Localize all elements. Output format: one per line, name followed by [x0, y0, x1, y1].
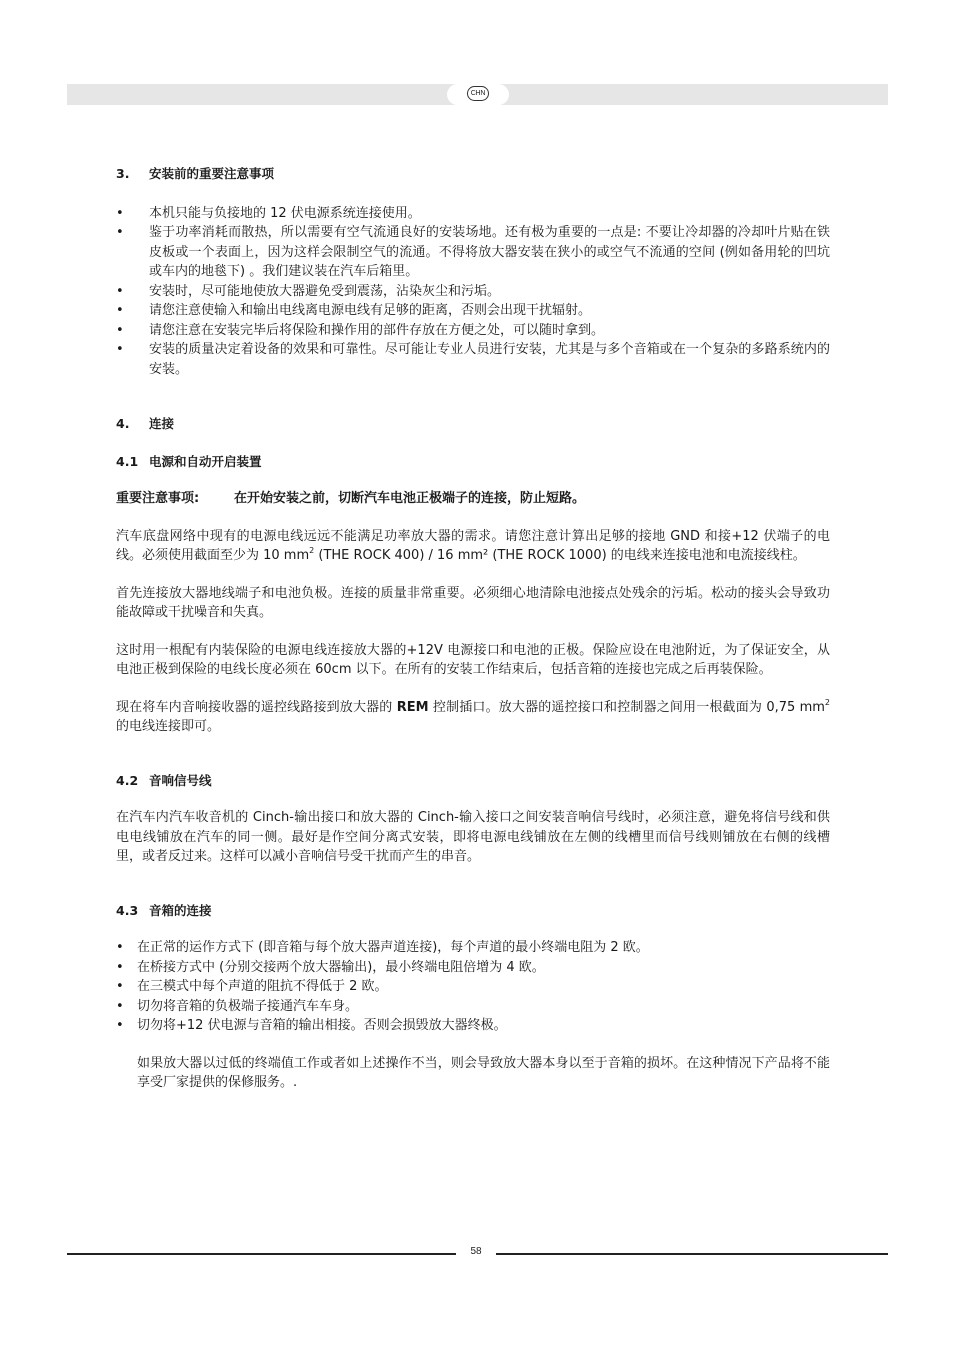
section-title: 连接 — [149, 416, 175, 431]
list-item: • 安装的质量决定着设备的效果和可靠性。尽可能让专业人员进行安装，尤其是与多个音箱或在一个复杂的多路系统内的安装。 — [116, 340, 830, 379]
rem-label: REM — [396, 699, 429, 715]
paragraph — [116, 698, 830, 737]
section-number: 4.2 — [116, 772, 139, 788]
note-label: 重要注意事项: — [116, 491, 200, 506]
section-title: 电源和自动开启装置 — [149, 453, 262, 469]
paragraph — [116, 527, 830, 566]
paragraph: 在汽车内汽车收音机的 Cinch-输出接口和放大器的 Cinch-输入接口之间安装音响信号线时，必须注意，避免将信号线和供电电线铺放在汽车的同一侧。最好是作空间分离式安装，即将电源电线铺放在左侧的线槽里而信号线则铺放在右侧的线槽里，或者反过来。这样可以减小音响信号受干扰而产生的串音。 — [116, 810, 830, 864]
section-number: 4.1 — [116, 453, 139, 469]
section-3-list — [116, 204, 830, 380]
section-number: 4.3 — [116, 902, 139, 918]
section-4-2-heading — [116, 771, 830, 791]
list-item: • 鉴于功率消耗而散热，所以需要有空气流通良好的安装场地。还有极为重要的一点是: 不要让冷却器的冷却叶片贴在铁皮板或一个表面上，因为这样会限制空气的流通。不得将放大器安装在狭小的或空气不流通的空间 (例如备用轮的凹坑或车内的地毯下) 。我们建议装在汽车后箱里。 — [116, 223, 830, 282]
language-badge-label: CHN — [467, 86, 489, 101]
section-title: 音响信号线 — [149, 772, 212, 788]
important-note — [116, 489, 830, 509]
text-run: 汽车底盘网络中现有的电源电线远远不能满足功率放大器的需求。请您注意计算出足够的接地 GND 和接+12 伏端子的电线。必须使用截面至少为 10 mm — [116, 528, 830, 563]
list-item: • 在三模式中每个声道的阻抗不得低于 2 欧。 — [116, 977, 830, 997]
list-item: • 切勿将+12 伏电源与音箱的输出相接。否则会损毁放大器终极。 — [116, 1016, 830, 1036]
section-number: 4. — [116, 416, 130, 431]
footer-rule-left — [67, 1253, 456, 1255]
list-item: • 请您注意在安装完毕后将保险和操作用的部件存放在方便之处，可以随时拿到。 — [116, 321, 830, 341]
section-4-3-heading — [116, 901, 830, 921]
paragraph: 这时用一根配有内装保险的电源电线连接放大器的+12V 电源接口和电池的正极。保险应设在电池附近，为了保证安全，从电池正极到保险的电线长度必须在 60cm 以下。在所有的安装工作结束后，包括音箱的连接也完成之后再装保险。 — [116, 642, 830, 677]
section-title: 安装前的重要注意事项 — [149, 166, 275, 181]
section-number: 3. — [116, 166, 130, 181]
list-item: • 在正常的运作方式下 (即音箱与每个放大器声道连接)，每个声道的最小终端电阻为 2 欧。 — [116, 938, 830, 958]
page-content — [116, 160, 830, 1093]
section-4-1-heading — [116, 452, 830, 472]
list-item: • 在桥接方式中 (分别交接两个放大器输出)，最小终端电阻倍增为 4 欧。 — [116, 958, 830, 978]
text-run: 的电线连接即可。 — [116, 719, 221, 734]
superscript: 2 — [309, 546, 315, 555]
list-item: • 安装时，尽可能地使放大器避免受到震荡，沾染灰尘和污垢。 — [116, 282, 830, 302]
text-run: 控制插口。放大器的遥控接口和控制器之间用一根截面为 0,75 mm — [428, 699, 825, 715]
footer-rule-right — [496, 1253, 888, 1255]
list-item: • 本机只能与负接地的 12 伏电源系统连接使用。 — [116, 204, 830, 224]
section-4-3-list — [116, 938, 830, 1036]
text-run: 现在将车内音响接收器的遥控线路接到放大器的 — [116, 699, 397, 715]
superscript: 2 — [824, 697, 831, 707]
list-item: • 切勿将音箱的负极端子接通汽车车身。 — [116, 997, 830, 1017]
text-run: (THE ROCK 400) / 16 mm² (THE ROCK 1000) 的电线来连接电池和电流接线柱。 — [314, 548, 806, 563]
section-title: 音箱的连接 — [149, 902, 212, 918]
list-item: • 请您注意使输入和输出电线离电源电线有足够的距离，否则会出现干扰辐射。 — [116, 301, 830, 321]
paragraph: 首先连接放大器地线端子和电池负极。连接的质量非常重要。必须细心地清除电池接点处残余的污垢。松动的接头会导致功能故障或干扰噪音和失真。 — [116, 585, 830, 620]
note-text: 在开始安装之前，切断汽车电池正极端子的连接，防止短路。 — [234, 491, 586, 506]
section-4-heading — [116, 414, 830, 434]
paragraph: 如果放大器以过低的终端值工作或者如上述操作不当，则会导致放大器本身以至于音箱的损坏。在这种情况下产品将不能享受厂家提供的保修服务。. — [137, 1055, 830, 1090]
section-3-heading — [116, 164, 830, 184]
language-badge — [447, 84, 509, 105]
page-number: 58 — [470, 1246, 482, 1257]
